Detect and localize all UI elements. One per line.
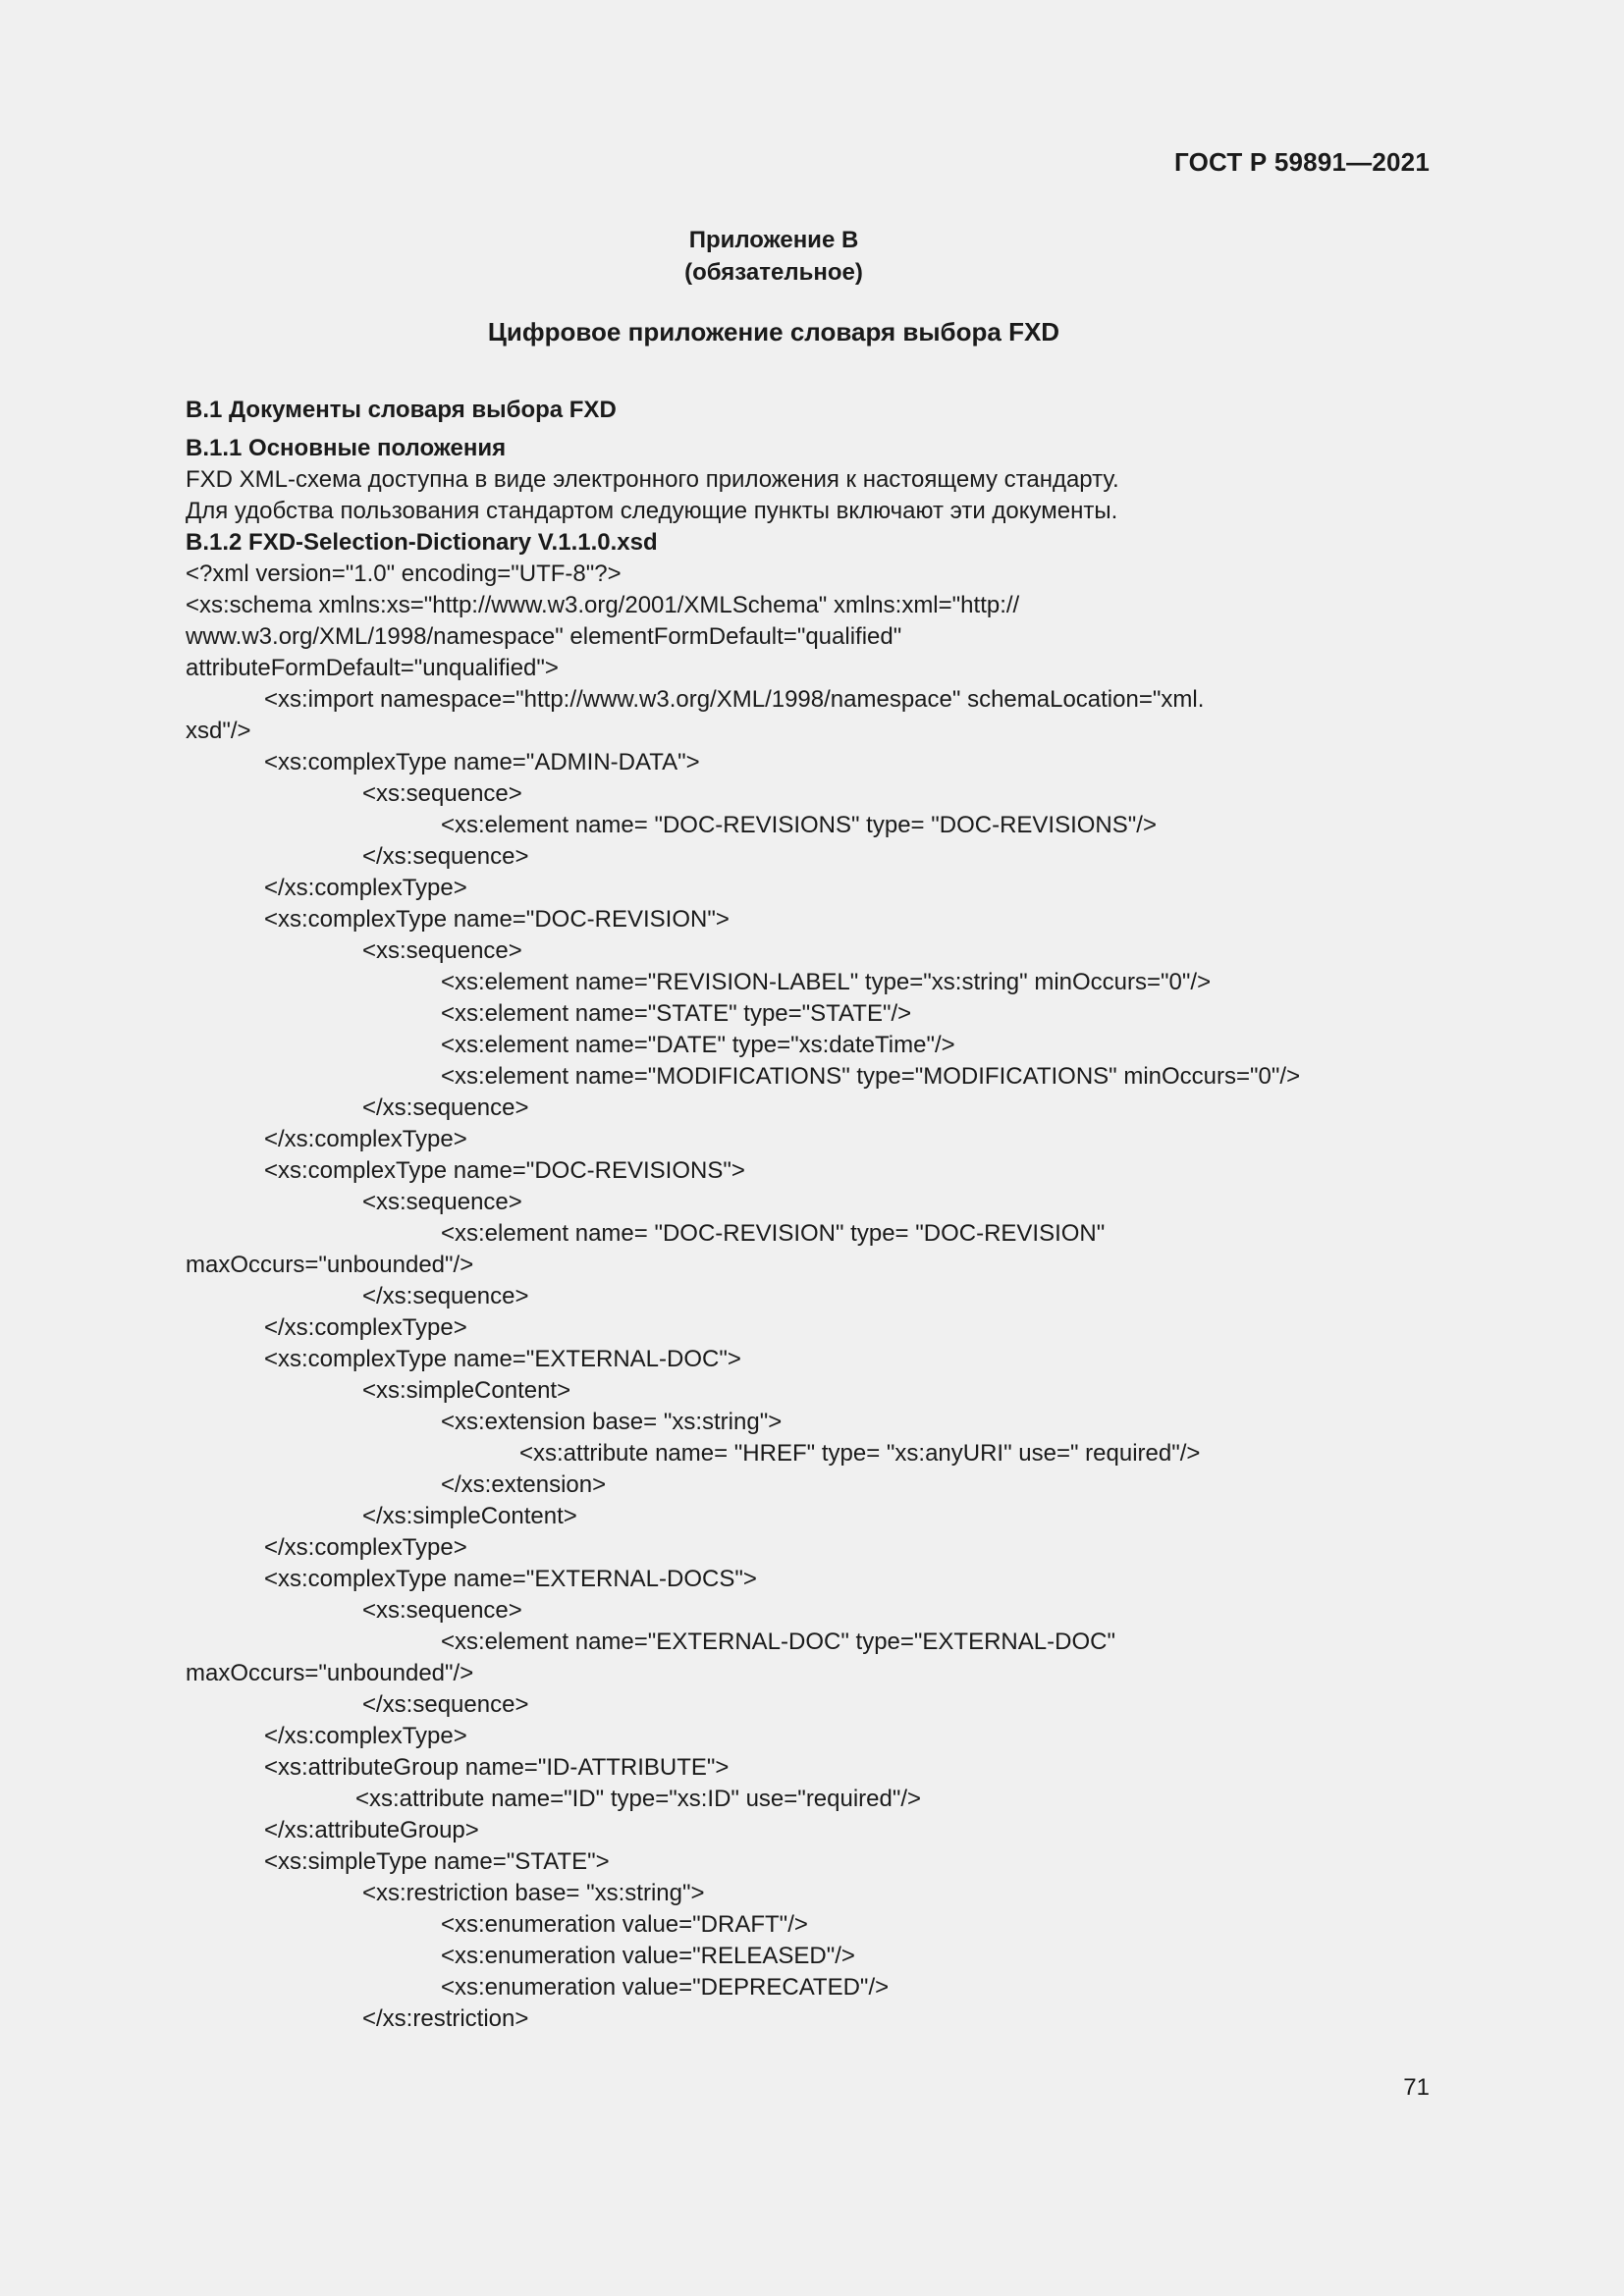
code-line: </xs:restriction> xyxy=(362,2005,529,2032)
subsection-heading: В.1.1 Основные положения xyxy=(186,435,507,461)
code-line: <xs:extension base= "xs:string"> xyxy=(441,1409,783,1435)
code-line: <xs:complexType name="DOC-REVISION"> xyxy=(264,906,730,933)
code-line: <xs:import namespace="http://www.w3.org/XML/1998/namespace" schemaLocation="xml. xyxy=(264,686,1205,713)
subsection-heading: В.1.2 FXD-Selection-Dictionary V.1.1.0.xsd xyxy=(186,529,658,556)
code-line: maxOccurs="unbounded"/> xyxy=(186,1252,474,1278)
appendix-status: (обязательное) xyxy=(684,259,863,286)
code-line: <xs:simpleType name="STATE"> xyxy=(264,1848,610,1875)
code-line: </xs:complexType> xyxy=(264,1126,467,1152)
code-line: <xs:attribute name= "HREF" type= "xs:anyURI" use=" required"/> xyxy=(519,1440,1201,1467)
appendix-title: Приложение В xyxy=(688,227,859,253)
code-line: <xs:element name="EXTERNAL-DOC" type="EXTERNAL-DOC" xyxy=(441,1629,1115,1655)
code-line: <xs:complexType name="EXTERNAL-DOCS"> xyxy=(264,1566,757,1592)
code-line: <xs:enumeration value="DRAFT"/> xyxy=(441,1911,808,1938)
appendix-name: Цифровое приложение словаря выбора FXD xyxy=(487,317,1060,347)
paragraph: FXD XML-схема доступна в виде электронного приложения к настоящему стандарту. xyxy=(186,466,1119,493)
page-number: 71 xyxy=(1403,2074,1430,2101)
code-line: </xs:simpleContent> xyxy=(362,1503,577,1529)
code-line: <xs:element name= "DOC-REVISION" type= "DOC-REVISION" xyxy=(441,1220,1106,1247)
code-line: <xs:sequence> xyxy=(362,1597,522,1624)
code-line: <xs:simpleContent> xyxy=(362,1377,571,1404)
code-line: <xs:enumeration value="DEPRECATED"/> xyxy=(441,1974,890,2001)
code-line: attributeFormDefault="unqualified"> xyxy=(186,655,559,681)
code-line: </xs:complexType> xyxy=(264,1314,467,1341)
code-line: <xs:restriction base= "xs:string"> xyxy=(362,1880,705,1906)
code-line: </xs:sequence> xyxy=(362,1095,529,1121)
code-line: <?xml version="1.0" encoding="UTF-8"?> xyxy=(186,561,622,587)
code-line: <xs:element name="DATE" type="xs:dateTime"/> xyxy=(441,1032,955,1058)
code-line: <xs:element name="MODIFICATIONS" type="MODIFICATIONS" minOccurs="0"/> xyxy=(441,1063,1301,1090)
code-line: </xs:sequence> xyxy=(362,1691,529,1718)
paragraph: Для удобства пользования стандартом следующие пункты включают эти документы. xyxy=(186,498,1118,524)
standard-number: ГОСТ Р 59891—2021 xyxy=(1174,147,1430,177)
code-line: </xs:complexType> xyxy=(264,1534,467,1561)
code-line: </xs:attributeGroup> xyxy=(264,1817,479,1843)
code-line: <xs:complexType name="EXTERNAL-DOC"> xyxy=(264,1346,741,1372)
code-line: <xs:complexType name="ADMIN-DATA"> xyxy=(264,749,700,775)
section-heading: В.1 Документы словаря выбора FXD xyxy=(186,397,617,423)
code-line: <xs:complexType name="DOC-REVISIONS"> xyxy=(264,1157,745,1184)
appendix-title-block xyxy=(0,224,1547,289)
code-line: </xs:sequence> xyxy=(362,1283,529,1309)
code-line: <xs:attributeGroup name="ID-ATTRIBUTE"> xyxy=(264,1754,730,1781)
code-line: <xs:element name="REVISION-LABEL" type="xs:string" minOccurs="0"/> xyxy=(441,969,1212,995)
code-line: </xs:extension> xyxy=(441,1471,607,1498)
code-line: <xs:sequence> xyxy=(362,1189,522,1215)
code-line: <xs:schema xmlns:xs="http://www.w3.org/2001/XMLSchema" xmlns:xml="http:// xyxy=(186,592,1020,618)
code-line: www.w3.org/XML/1998/namespace" elementFormDefault="qualified" xyxy=(186,623,902,650)
code-line: <xs:sequence> xyxy=(362,937,522,964)
code-line: </xs:sequence> xyxy=(362,843,529,870)
code-line: </xs:complexType> xyxy=(264,1723,467,1749)
code-line: <xs:sequence> xyxy=(362,780,522,807)
code-line: </xs:complexType> xyxy=(264,875,467,901)
code-line: <xs:attribute name="ID" type="xs:ID" use="required"/> xyxy=(355,1786,922,1812)
code-line: xsd"/> xyxy=(186,718,251,744)
code-line: <xs:element name= "DOC-REVISIONS" type= "DOC-REVISIONS"/> xyxy=(441,812,1157,838)
code-line: maxOccurs="unbounded"/> xyxy=(186,1660,474,1686)
code-line: <xs:enumeration value="RELEASED"/> xyxy=(441,1943,855,1969)
code-line: <xs:element name="STATE" type="STATE"/> xyxy=(441,1000,912,1027)
body-text xyxy=(186,433,1442,2035)
